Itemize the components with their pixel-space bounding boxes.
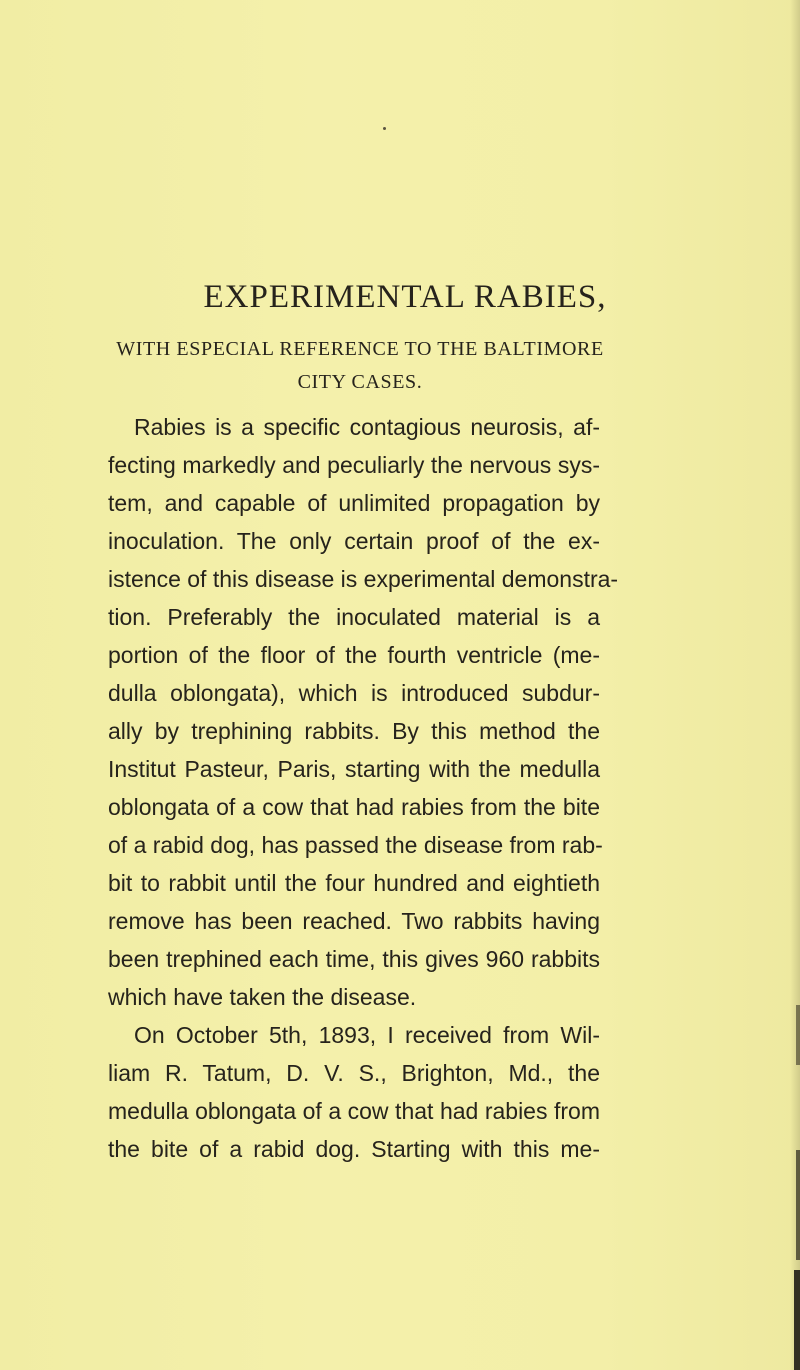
text-line: bit to rabbit until the four hundred and eightieth xyxy=(108,870,600,896)
text-line: inoculation. The only certain proof of the ex- xyxy=(108,528,600,554)
text-line: been trephined each time, this gives 960 rabbits xyxy=(108,946,600,972)
text-line: fecting markedly and peculiarly the nervous sys- xyxy=(108,452,600,478)
text-line: ally by trephining rabbits. By this method the xyxy=(108,718,600,744)
text-line: dulla oblongata), which is introduced subdur- xyxy=(108,680,600,706)
text-line: of a rabid dog, has passed the disease from rab- xyxy=(108,832,603,858)
text-line: oblongata of a cow that had rabies from the bite xyxy=(108,794,600,820)
page-subtitle xyxy=(110,333,610,399)
text-line: liam R. Tatum, D. V. S., Brighton, Md., the xyxy=(108,1060,600,1086)
text-line: the bite of a rabid dog. Starting with this me- xyxy=(108,1136,600,1162)
text-line: medulla oblongata of a cow that had rabies from xyxy=(108,1098,600,1124)
page-edge-mark xyxy=(796,1150,800,1260)
subtitle-line-2: CITY CASES. xyxy=(297,371,423,393)
text-line: portion of the floor of the fourth ventricle (me- xyxy=(108,642,600,668)
text-line: remove has been reached. Two rabbits having xyxy=(108,908,600,934)
page-edge-mark xyxy=(796,1005,800,1065)
paper-speck xyxy=(383,127,386,130)
text-line: On October 5th, 1893, I received from Wil- xyxy=(134,1022,600,1048)
text-line: tion. Preferably the inoculated material is a xyxy=(108,604,600,630)
text-line: Rabies is a specific contagious neurosis, af- xyxy=(134,414,600,440)
subtitle-line-1: WITH ESPECIAL REFERENCE TO THE BALTIMORE xyxy=(116,338,604,360)
text-line: istence of this disease is experimental demonstra- xyxy=(108,566,619,592)
text-line: Institut Pasteur, Paris, starting with the medulla xyxy=(108,756,600,782)
text-line: which have taken the disease. xyxy=(108,984,417,1010)
page-edge-mark xyxy=(794,1270,800,1370)
text-line: tem, and capable of unlimited propagation by xyxy=(108,490,600,516)
page-title: EXPERIMENTAL RABIES, xyxy=(203,279,607,315)
